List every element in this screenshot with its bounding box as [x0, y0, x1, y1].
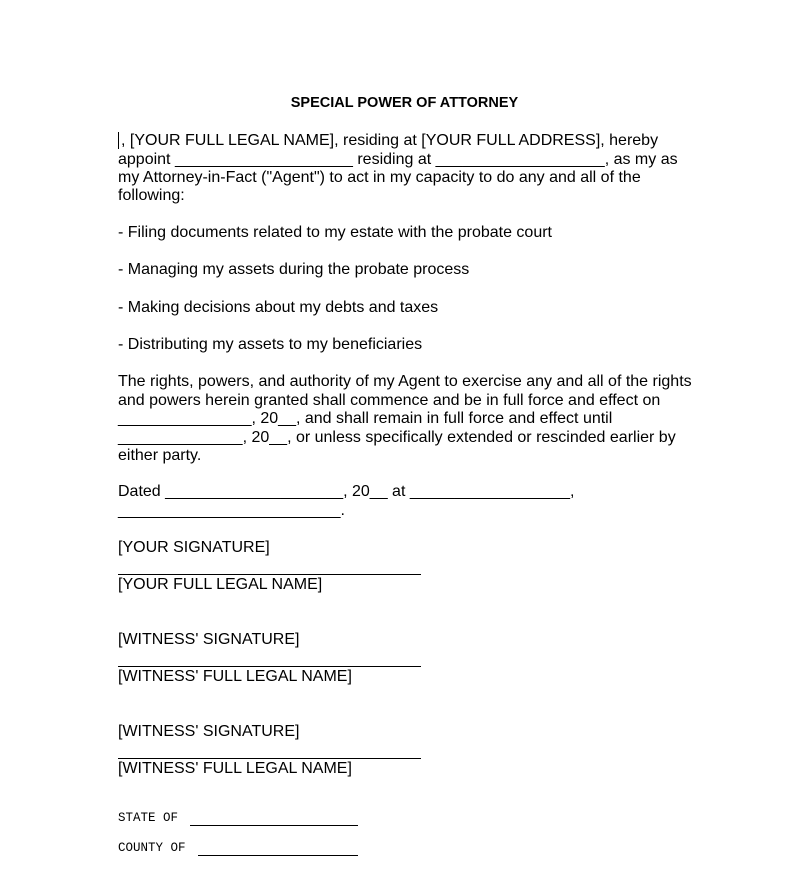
text-cursor[interactable] — [118, 132, 119, 149]
power-item-3[interactable]: - Making decisions about my debts and taxes — [118, 299, 439, 316]
document-title: SPECIAL POWER OF ATTORNEY — [290, 95, 519, 111]
dated-line-2[interactable]: _________________________. — [118, 502, 345, 519]
power-item-1[interactable]: - Filing documents related to my estate with the probate court — [118, 224, 552, 241]
witness2-signature-rule — [118, 758, 421, 759]
state-blank — [190, 825, 358, 826]
county-blank — [198, 855, 358, 856]
principal-signature-rule — [118, 574, 421, 575]
term-line-5[interactable]: either party. — [118, 447, 202, 464]
witness2-name-label[interactable]: [WITNESS' FULL LEGAL NAME] — [118, 760, 352, 777]
power-item-4[interactable]: - Distributing my assets to my beneficiaries — [118, 336, 423, 353]
witness1-name-label[interactable]: [WITNESS' FULL LEGAL NAME] — [118, 668, 352, 685]
power-item-2[interactable]: - Managing my assets during the probate process — [118, 261, 470, 278]
principal-signature-label[interactable]: [YOUR SIGNATURE] — [118, 539, 270, 556]
term-line-3[interactable]: _______________, 20__, and shall remain in full force and effect until — [118, 410, 613, 427]
intro-line-1[interactable]: , [YOUR FULL LEGAL NAME], residing at [YOUR FULL ADDRESS], hereby — [121, 132, 659, 149]
term-line-1[interactable]: The rights, powers, and authority of my Agent to exercise any and all of the rights — [118, 373, 692, 390]
dated-line-1[interactable]: Dated ____________________, 20__ at __________________, — [118, 483, 575, 500]
term-line-2[interactable]: and powers herein granted shall commence and be in full force and effect on — [118, 392, 661, 409]
intro-line-3[interactable]: my Attorney-in-Fact ("Agent") to act in my capacity to do any and all of the — [118, 169, 641, 186]
intro-line-4[interactable]: following: — [118, 187, 185, 204]
witness2-signature-label[interactable]: [WITNESS' SIGNATURE] — [118, 723, 300, 740]
state-label[interactable]: STATE OF — [118, 811, 179, 825]
term-line-4[interactable]: ______________, 20__, or unless specifically extended or rescinded earlier by — [118, 429, 676, 446]
county-label[interactable]: COUNTY OF — [118, 841, 186, 855]
witness1-signature-label[interactable]: [WITNESS' SIGNATURE] — [118, 631, 300, 648]
witness1-signature-rule — [118, 666, 421, 667]
intro-line-2[interactable]: appoint ____________________ residing at ___________________, as my as — [118, 151, 678, 168]
principal-name-label[interactable]: [YOUR FULL LEGAL NAME] — [118, 576, 323, 593]
